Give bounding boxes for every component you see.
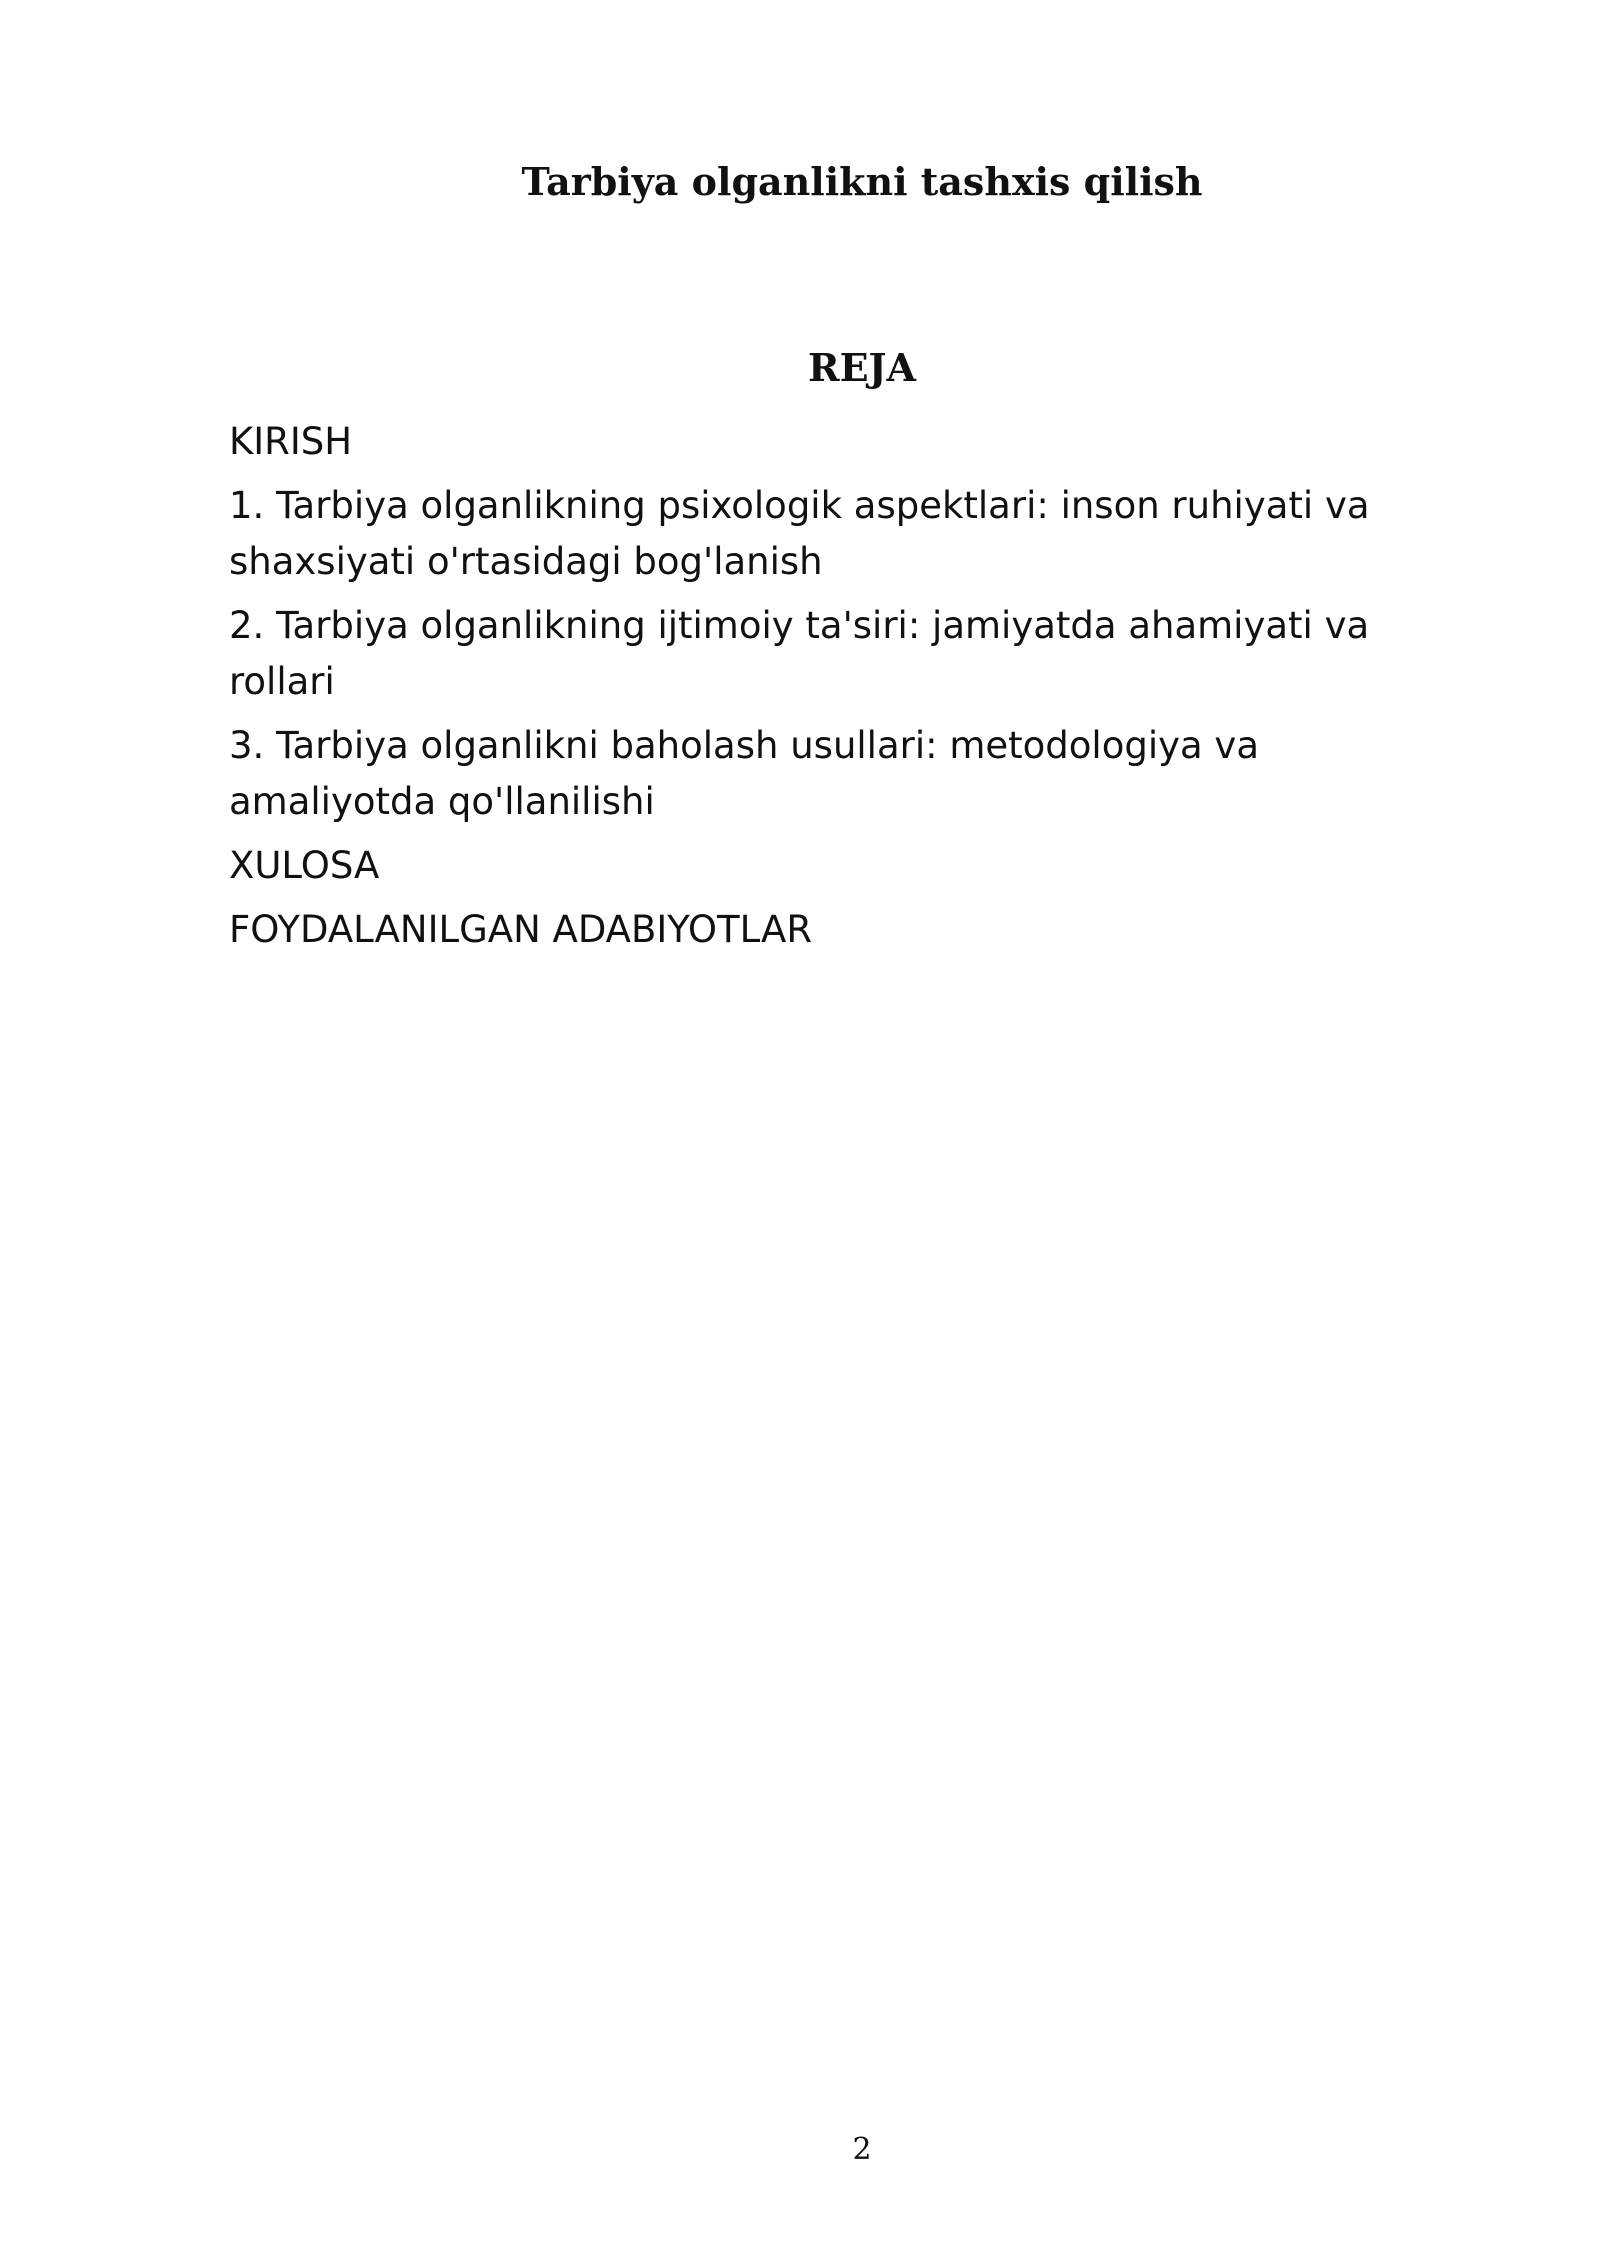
page-number: 2 xyxy=(852,2132,872,2167)
plan-item-2: 2. Tarbiya olganlikning ijtimoiy ta'siri: jamiyatda ahamiyati va rollari xyxy=(229,604,1370,703)
plan-item-1: 1. Tarbiya olganlikning psixologik aspektlari: inson ruhiyati va shaxsiyati o'rtasidagi bog'lanish xyxy=(229,484,1370,583)
document-title: Tarbiya olganlikni tashxis qilish xyxy=(521,159,1203,204)
plan-item-references: FOYDALANILGAN ADABIYOTLAR xyxy=(229,908,813,951)
plan-item-3: 3. Tarbiya olganlikni baholash usullari: metodologiya va amaliyotda qo'llanilishi xyxy=(229,724,1260,823)
plan-item-conclusion: XULOSA xyxy=(229,844,380,887)
plan-list xyxy=(229,414,1459,966)
plan-heading: REJA xyxy=(807,345,916,390)
plan-item-introduction: KIRISH xyxy=(229,420,353,463)
